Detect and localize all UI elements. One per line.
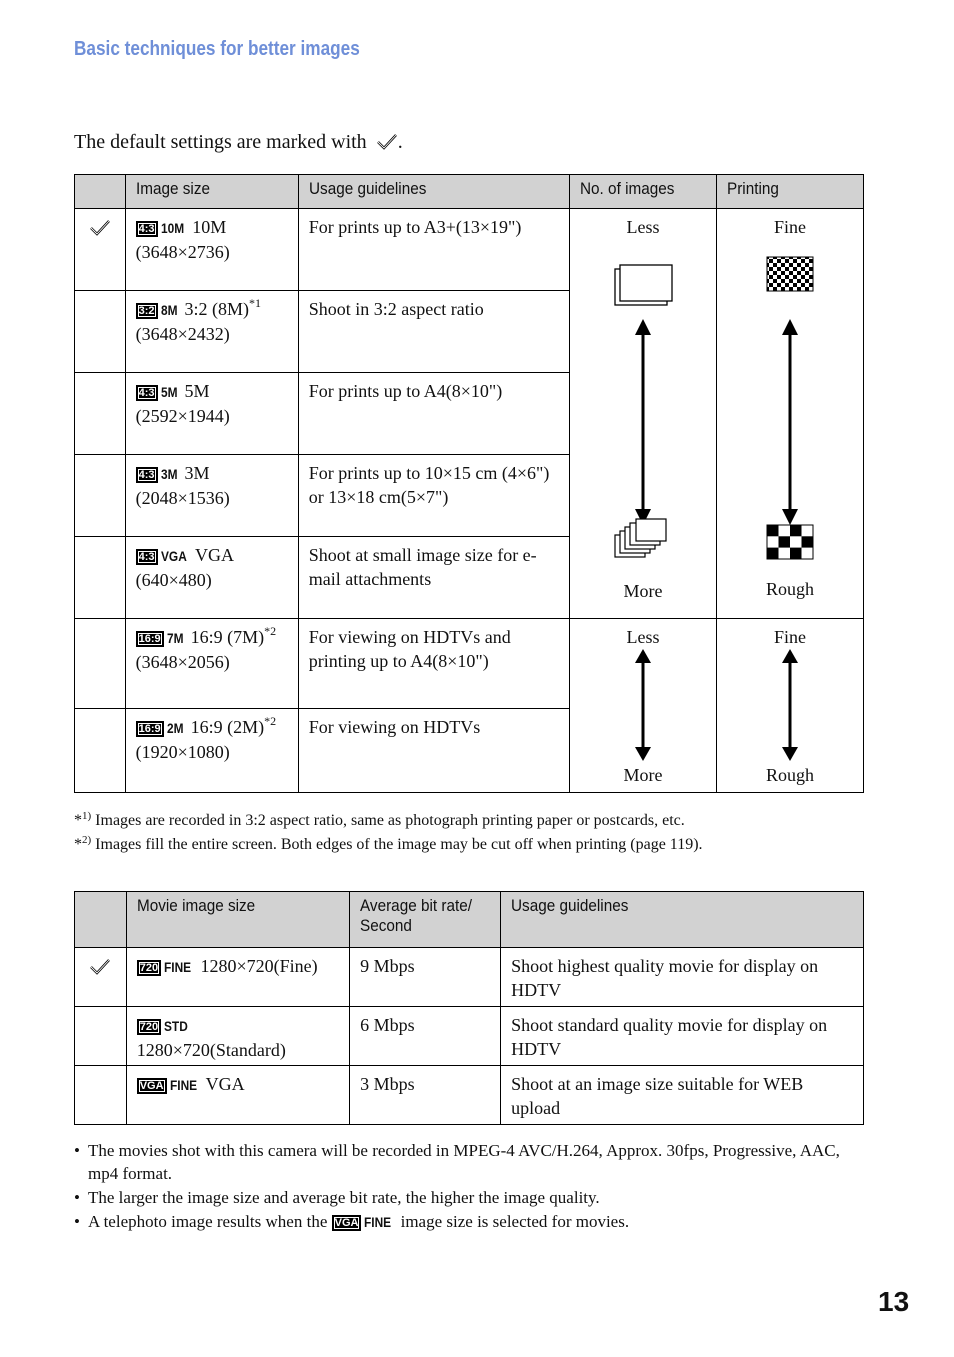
- quality-icon: STD: [164, 1018, 188, 1034]
- quality-icon: FINE: [164, 959, 192, 975]
- header-bitrate: Average bit rate/ Second: [350, 892, 501, 948]
- default-marker-cell: [75, 1007, 127, 1066]
- footnote-2: *$^{2)}$ Images fill the entire screen. Both edges of the image may be cut off when printing (page 119).: [74, 834, 703, 853]
- usage-cell: For prints up to A3+(13×19"): [298, 209, 569, 291]
- multiple-images-icon: [570, 517, 716, 577]
- aspect-ratio-icon: 4:3: [136, 221, 158, 237]
- size-code-icon: 3M: [160, 466, 178, 482]
- movie-size-cell: [126, 1066, 349, 1125]
- printing-scale: [716, 209, 863, 619]
- aspect-ratio-icon: 4:3: [136, 467, 158, 483]
- num-images-scale: [569, 209, 716, 619]
- size-code-icon: 10M: [160, 220, 184, 236]
- footnote-text: Images are recorded in 3:2 aspect ratio, same as photograph printing paper or postcards, etc.: [95, 812, 685, 829]
- rough-pattern-icon: [717, 523, 863, 563]
- movie-size-icon: VGA: [332, 1215, 362, 1231]
- usage-cell: For viewing on HDTVs and printing up to A4(8×10"): [298, 619, 569, 709]
- single-image-icon: [615, 265, 672, 305]
- table-row: [75, 948, 864, 1007]
- double-arrow-icon: [717, 649, 863, 761]
- intro-period: .: [397, 131, 403, 153]
- scale-images-top: Less: [626, 627, 660, 647]
- bullet-text: image size is selected for movies.: [400, 1212, 630, 1231]
- header-usage: Usage guidelines: [298, 175, 569, 209]
- fine-pattern-icon: [767, 257, 813, 291]
- image-size-cell: [125, 209, 298, 291]
- default-marker-cell: [75, 619, 126, 709]
- scale-images-top: Less: [626, 217, 660, 237]
- quality-icon: FINE: [169, 1077, 197, 1093]
- size-code-icon: 7M: [166, 630, 184, 646]
- size-dims: (3648×2736): [135, 242, 230, 262]
- default-marker-cell: [75, 948, 127, 1007]
- printing-scale-graphic: [717, 239, 863, 539]
- size-code-icon: 2M: [166, 720, 184, 736]
- size-label: 3:2 (8M): [184, 299, 249, 319]
- default-marker-cell: [75, 455, 126, 537]
- footnote-ref: *2: [264, 714, 277, 728]
- bitrate-cell: 3 Mbps: [350, 1066, 501, 1125]
- intro-label: The default settings are marked with: [74, 131, 367, 153]
- list-item: • The movies shot with this camera will be recorded in MPEG-4 AVC/H.264, Approx. 30fps, Progressive, AAC, mp4 format.: [74, 1139, 864, 1185]
- page-number: 13: [878, 1286, 910, 1317]
- footnote-mark: 1): [82, 810, 92, 822]
- usage-cell: Shoot standard quality movie for display on HDTV: [501, 1007, 864, 1066]
- image-size-cell: [125, 619, 298, 709]
- default-marker-cell: [75, 291, 126, 373]
- aspect-ratio-icon: 16:9: [136, 721, 164, 737]
- size-dims: (2048×1536): [135, 488, 230, 508]
- bitrate-cell: 6 Mbps: [350, 1007, 501, 1066]
- size-label: 16:9 (7M): [190, 627, 265, 647]
- footnote-ref: *2: [264, 624, 277, 638]
- image-size-cell: [125, 291, 298, 373]
- default-marker-cell: [75, 209, 126, 291]
- header-movie-size: Movie image size: [126, 892, 349, 948]
- movie-size-label: 1280×720(Fine): [200, 956, 318, 976]
- list-item: • The larger the image size and average bit rate, the higher the image quality.: [74, 1186, 864, 1209]
- list-item: [74, 1210, 864, 1234]
- printing-scale-wide: [716, 619, 863, 793]
- notes-list: [74, 1139, 864, 1235]
- size-label: 16:9 (2M): [190, 717, 265, 737]
- footnote-mark: 2): [82, 834, 92, 846]
- double-arrow-icon: [782, 319, 798, 525]
- scale-images-bottom: More: [623, 581, 663, 601]
- usage-cell: Shoot at small image size for e-mail attachments: [298, 537, 569, 619]
- default-check-icon: [376, 133, 398, 151]
- header-image-size: Image size: [125, 175, 298, 209]
- table-row: [75, 1066, 864, 1125]
- size-dims: (3648×2432): [135, 324, 230, 344]
- table-row: [75, 1007, 864, 1066]
- header-num-images: No. of images: [569, 175, 716, 209]
- image-size-cell: [125, 537, 298, 619]
- still-image-size-table: [74, 174, 864, 793]
- double-arrow-icon: [635, 319, 651, 525]
- aspect-ratio-icon: 4:3: [136, 385, 158, 401]
- movie-image-size-table: [74, 891, 864, 1125]
- default-check-icon: [89, 219, 111, 237]
- intro-text: [74, 131, 403, 154]
- size-dims: (3648×2056): [135, 652, 230, 672]
- size-code-icon: 8M: [160, 302, 178, 318]
- usage-cell: Shoot highest quality movie for display on HDTV: [501, 948, 864, 1007]
- image-size-cell: [125, 373, 298, 455]
- default-marker-cell: [75, 373, 126, 455]
- movie-size-icon: VGA: [137, 1078, 167, 1094]
- movie-size-label: VGA: [205, 1074, 245, 1094]
- header-blank: [75, 175, 126, 209]
- scale-print-top: Fine: [773, 627, 806, 647]
- bitrate-cell: 9 Mbps: [350, 948, 501, 1007]
- table-row: [75, 619, 864, 709]
- movie-size-cell: [126, 948, 349, 1007]
- aspect-ratio-icon: 3:2: [136, 303, 158, 319]
- size-dims: (2592×1944): [135, 406, 230, 426]
- aspect-ratio-icon: 16:9: [136, 631, 164, 647]
- scale-print-bottom: Rough: [765, 765, 814, 785]
- size-dims: (640×480): [135, 570, 212, 590]
- usage-cell: Shoot in 3:2 aspect ratio: [298, 291, 569, 373]
- bullet-text: A telephoto image results when the: [88, 1212, 328, 1231]
- scale-print-bottom: Rough: [765, 579, 814, 599]
- section-title: Basic techniques for better images: [74, 38, 360, 60]
- images-scale-graphic: [570, 239, 716, 539]
- footnote-1: *$^{1)}$ Images are recorded in 3:2 aspect ratio, same as photograph printing paper or postcards, etc.: [74, 810, 685, 829]
- footnote-text: Images fill the entire screen. Both edges of the image may be cut off when printing (page 119).: [95, 836, 703, 853]
- aspect-ratio-icon: 4:3: [136, 549, 158, 565]
- movie-size-cell: [126, 1007, 349, 1066]
- double-arrow-icon: [570, 649, 716, 761]
- header-usage: Usage guidelines: [501, 892, 864, 948]
- footnote-ref: *1: [248, 296, 261, 310]
- default-check-icon: [89, 958, 111, 976]
- size-label: VGA: [195, 545, 235, 565]
- quality-icon: FINE: [364, 1214, 392, 1230]
- image-size-cell: [125, 455, 298, 537]
- default-marker-cell: [75, 1066, 127, 1125]
- usage-cell: For viewing on HDTVs: [298, 709, 569, 793]
- table-row: [75, 209, 864, 291]
- size-label: 10M: [192, 217, 227, 237]
- default-marker-cell: [75, 537, 126, 619]
- movie-size-icon: 720: [137, 1019, 161, 1035]
- usage-cell: For prints up to 10×15 cm (4×6") or 13×18 cm(5×7"): [298, 455, 569, 537]
- num-images-scale-wide: [569, 619, 716, 793]
- image-size-cell: [125, 709, 298, 793]
- scale-images-bottom: More: [623, 765, 663, 785]
- header-printing: Printing: [716, 175, 863, 209]
- usage-cell: Shoot at an image size suitable for WEB upload: [501, 1066, 864, 1125]
- size-code-icon: VGA: [160, 548, 187, 564]
- size-label: 5M: [184, 381, 210, 401]
- default-marker-cell: [75, 709, 126, 793]
- scale-print-top: Fine: [773, 217, 806, 237]
- header-blank: [75, 892, 127, 948]
- movie-size-label: 1280×720(Standard): [136, 1040, 286, 1060]
- size-label: 3M: [184, 463, 210, 483]
- size-dims: (1920×1080): [135, 742, 230, 762]
- movie-size-icon: 720: [137, 960, 161, 976]
- size-code-icon: 5M: [160, 384, 178, 400]
- usage-cell: For prints up to A4(8×10"): [298, 373, 569, 455]
